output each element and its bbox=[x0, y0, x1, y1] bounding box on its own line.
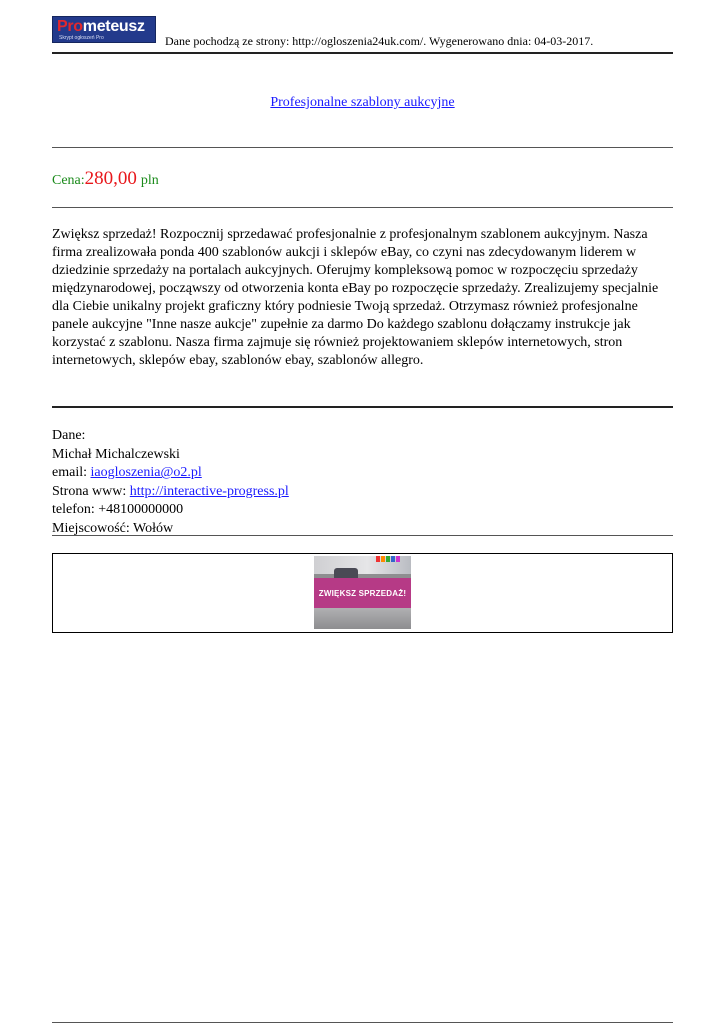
listing-title-link[interactable]: Profesjonalne szablony aukcyjne bbox=[270, 95, 455, 110]
price-divider bbox=[52, 207, 673, 208]
prometeusz-logo bbox=[52, 16, 156, 43]
footer-divider bbox=[52, 1022, 673, 1023]
color-strip bbox=[381, 556, 385, 562]
email-label: email: bbox=[52, 465, 91, 481]
color-strip bbox=[396, 556, 400, 562]
phone-value: +48100000000 bbox=[98, 502, 184, 518]
contact-divider bbox=[52, 535, 673, 536]
contact-name: Michał Michalczewski bbox=[52, 446, 180, 462]
contact-website-row bbox=[52, 483, 289, 502]
promo-image-bottom bbox=[314, 608, 411, 629]
title-divider bbox=[52, 147, 673, 148]
price-currency: pln bbox=[140, 173, 159, 188]
email-link[interactable]: iaogloszenia@o2.pl bbox=[90, 465, 202, 481]
contact-phone-row bbox=[52, 501, 289, 520]
color-strip bbox=[376, 556, 380, 562]
promo-banner-text: ZWIĘKSZ SPRZEDAŻ! bbox=[318, 589, 407, 598]
website-label: Strona www: bbox=[52, 483, 130, 499]
contact-email-row bbox=[52, 464, 289, 483]
listing-title bbox=[0, 94, 725, 111]
price-label: Cena: bbox=[52, 173, 85, 188]
source-note: Dane pochodzą ze strony: http://ogloszenia24uk.com/. Wygenerowano dnia: 04-03-2017. bbox=[165, 34, 594, 48]
contact-block bbox=[52, 427, 289, 539]
contact-heading: Dane: bbox=[52, 428, 86, 443]
website-link[interactable]: http://interactive-progress.pl bbox=[129, 483, 289, 499]
city-label: Miejscowość: bbox=[52, 520, 134, 536]
image-container bbox=[52, 553, 673, 633]
listing-description: Zwiększ sprzedaż! Rozpocznij sprzedawać profesjonalnie z profesjonalnym szablonem aukcyjnym. Nasza firma zrealizowała ponda 400 szablonów aukcji i sklepów eBay, co czyni nas zdecydowanym liderem w dziedzinie sprzedaży na portalach aukcyjnych. Oferujmy kompleksową pomoc w rozpoczęciu sprzedaży międzynarodowej, począwszy od otworzenia konta eBay po rozpoczęcie sprzedaży. Zrealizujemy specjalnie dla Ciebie unikalny projekt graficzny który podniesie Twoją sprzedaż. Otrzymasz również profesjonalne panele aukcyjne "Inne nasze aukcje" zupełnie za darmo Do każdego szablonu dołączamy instrukcje jak korzystać z szablonu. Nasza firma zajmuje się również projektowaniem sklepów internetowych, stron internetowych, sklepów ebay, szablonów ebay, szablonów allegro. bbox=[52, 227, 659, 368]
color-strip bbox=[386, 556, 390, 562]
phone-label: telefon: bbox=[52, 502, 99, 518]
city-value: Wołów bbox=[133, 520, 174, 536]
price-line bbox=[52, 168, 159, 190]
logo-brand-text: Prometeusz bbox=[57, 18, 145, 35]
description-divider bbox=[52, 406, 673, 408]
logo-tagline: Skrypt ogłoszeń Pro bbox=[59, 35, 104, 41]
header-divider bbox=[52, 52, 673, 54]
promo-image[interactable] bbox=[314, 556, 411, 629]
price-value: 280,00 bbox=[84, 168, 137, 189]
color-strip bbox=[391, 556, 395, 562]
